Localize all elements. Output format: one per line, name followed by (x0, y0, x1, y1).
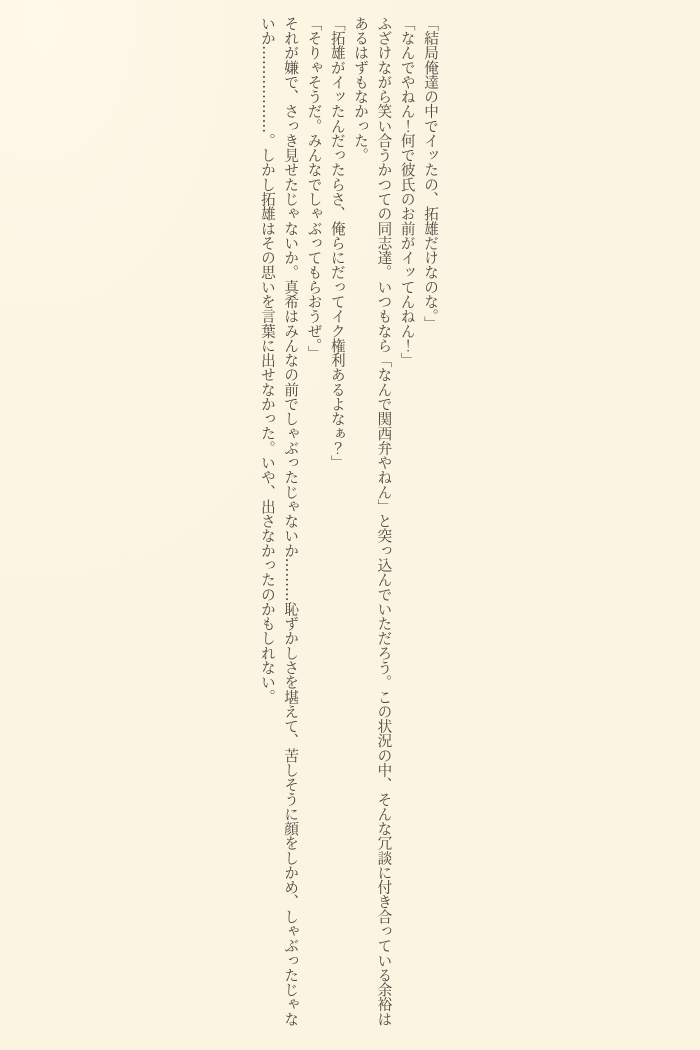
text-column-2: 「なんでやねん！何で彼氏のお前がイッてんねん！」 (398, 16, 416, 368)
text-column-1: 「結局俺達の中でイッたの、拓雄だけなのな。」 (422, 16, 439, 331)
text-column-6: 「そりゃそうだ。みんなでしゃぶってもらおうぜ。」 (305, 16, 323, 361)
text-column-4: あるはずもなかった。 (352, 16, 370, 163)
text-column-3: ふざけながら笑い合うかつての同志達。いつもなら「なんで関西弁やねん」と突っ込んでいただろう。この状況の中、そんな冗談に付き合っている余裕は (375, 16, 393, 1027)
vertical-text-block (256, 16, 442, 1034)
text-column-8: いか………………。しかし拓雄はその思いを言葉に出せなかった。いや、出さなかったのかもしれない。 (258, 16, 276, 705)
text-column-7: それが嫌で、さっき見せたじゃないか。真希はみんなの前でしゃぶったじゃないか………恥ずかしさを堪えて、苦しそうに顔をしかめ、しゃぶったじゃな (282, 16, 300, 1027)
text-column-5: 「拓雄がイッたんだったらさ、俺らにだってイク権利あるよなぁ？」 (328, 16, 346, 470)
